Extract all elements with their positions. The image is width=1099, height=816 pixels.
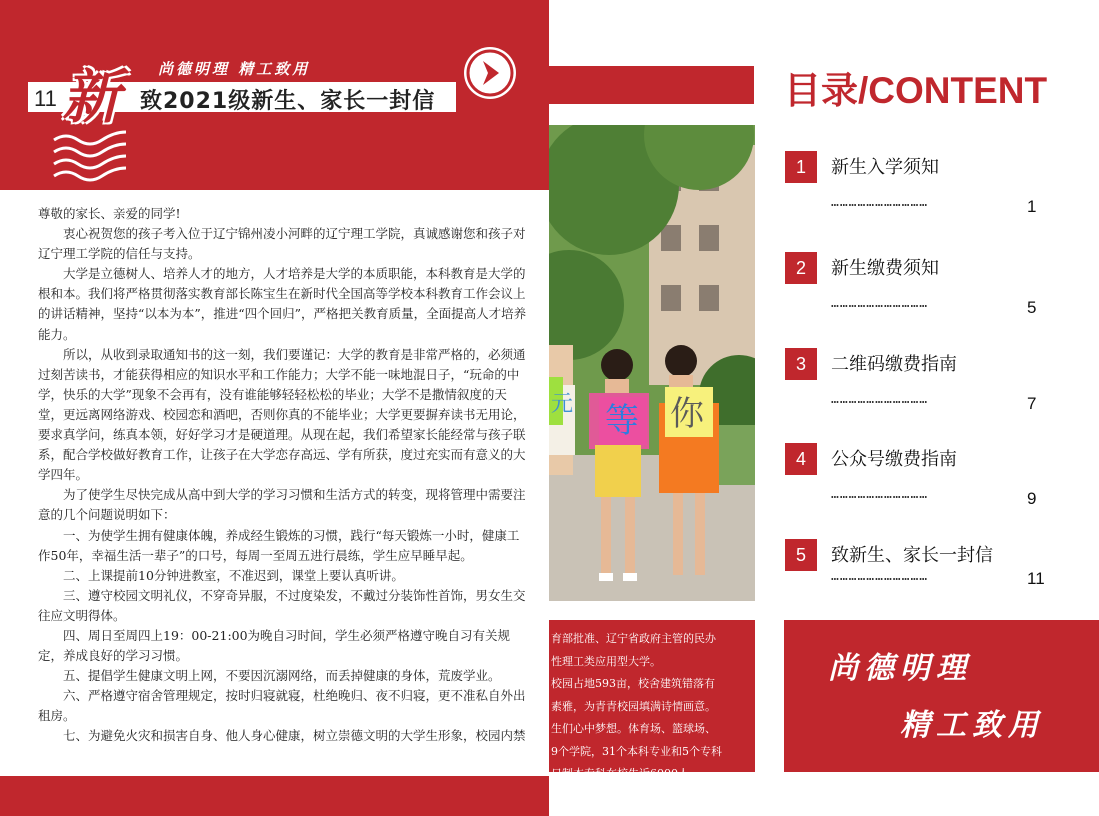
- students-photo: [549, 125, 755, 601]
- toc-leader: ……………………………: [831, 487, 929, 502]
- toc-label: 新生入学须知: [831, 157, 939, 178]
- toc-number: 3: [785, 348, 817, 380]
- toc-label: 致新生、家长一封信: [831, 545, 993, 566]
- sign-char: 等: [605, 401, 639, 441]
- letter-paragraph: 衷心祝贺您的孩子考入位于辽宁锦州凌小河畔的辽宁理工学院，真诚感谢您和孩子对辽宁理工学院的信任与支持。: [38, 226, 526, 262]
- toc-number: 2: [785, 252, 817, 284]
- intro-line: 校园占地593亩，校舍建筑错落有: [551, 677, 715, 690]
- sign-char: 元: [551, 392, 574, 417]
- letter-paragraph: 为了使学生尽快完成从高中到大学的学习习惯和生活方式的转变，现将管理中需要注意的几个问题说明如下：: [38, 487, 526, 523]
- intro-line: 日制本专科在校生近6000人。: [551, 767, 700, 780]
- toc-item-3[interactable]: [785, 348, 1085, 438]
- intro-text: [551, 628, 755, 786]
- page-number: 11: [34, 86, 57, 111]
- page-title: 致2021级新生、家长一封信: [140, 89, 436, 114]
- toc-page: 11: [1027, 569, 1045, 588]
- toc-title: 目录/CONTENT: [784, 70, 1048, 111]
- letter-paragraph: 大学是立德树人、培养人才的地方，人才培养是大学的本质职能，本科教育是大学的根和本。我们将严格贯彻落实教育部长陈宝生在新时代全国高等学校本科教育工作会议上的讲话精神，坚持“以本为本”，推进“四个回归”，严格把关教育质量，全面提高人才培养能力。: [38, 266, 527, 342]
- letter-paragraph: 二、上课提前10分钟进教室，不准迟到，课堂上要认真听讲。: [63, 567, 404, 583]
- toc-number: 4: [785, 443, 817, 475]
- toc-page: 1: [1027, 197, 1037, 216]
- intro-line: 性理工类应用型大学。: [551, 654, 661, 668]
- toc-page: 9: [1027, 489, 1037, 508]
- toc-number: 5: [785, 539, 817, 571]
- next-arrow-button[interactable]: [464, 47, 516, 99]
- toc-item-2[interactable]: [785, 252, 1085, 342]
- header-motto: 尚德明理 精工致用: [158, 60, 311, 78]
- toc-item-4[interactable]: [785, 443, 1085, 533]
- letter-paragraph: 一、为使学生拥有健康体魄，养成经生锻炼的习惯，践行“每天锻炼一小时，健康工作50年，幸福生活一辈子”的口号，每周一至周五进行晨练，学生应早睡早起。: [38, 527, 520, 563]
- chevron-right-icon: [464, 47, 516, 99]
- toc-leader: ……………………………: [831, 296, 929, 311]
- toc-label: 二维码缴费指南: [831, 354, 957, 375]
- intro-line: 9个学院，31个本科专业和5个专科: [551, 744, 722, 758]
- letter-paragraph: 六、严格遵守宿舍管理规定，按时归寝就寝，杜绝晚归、夜不归寝，更不准私自外出租房。: [38, 688, 526, 724]
- toc-number: 1: [785, 151, 817, 183]
- letter-paragraph: 所以，从收到录取通知书的这一刻，我们要谨记：大学的教育是非常严格的，必须通过刻苦读书，才能获得相应的知识水平和工作能力；大学不能一味地混日子，“玩命的中学，快乐的大学”现象不会再有，没有谁能够轻轻松松的毕业；大学不是撒情叙度的天堂，更远离网络游戏、校园恋和酒吧，否则你真的不能毕业；大学更要摒弃读书无用论，要求真学问，练真本领，好好学习才是硬道理。从现在起，我们希望家长能经常与孩子联系，配合学校做好教育工作，让孩子在大学恋存高远、学有所获，度过充实而有意义的大学四年。: [38, 346, 526, 483]
- middle-red-bar: [549, 66, 754, 104]
- toc-leader: ……………………………: [831, 195, 929, 210]
- sign-char: 你: [670, 394, 704, 434]
- motto-line-1: 尚德明理: [828, 651, 972, 686]
- toc-item-1[interactable]: [785, 151, 1085, 241]
- intro-line: 育部批准、辽宁省政府主管的民办: [551, 632, 716, 645]
- letter-paragraph: 四、周日至周四上19：00-21:00为晚自习时间，学生必须严格遵守晚自习有关规定，养成良好的学习习惯。: [38, 627, 511, 664]
- intro-line: 生们心中梦想。体育场、篮球场、: [551, 722, 716, 735]
- letter-salutation: 尊敬的家长、亲爱的同学!: [38, 206, 181, 221]
- photo-illustration: [549, 125, 755, 601]
- toc-page: 7: [1027, 394, 1037, 413]
- toc-item-5[interactable]: [785, 539, 1085, 599]
- letter-paragraph: 七、为避免火灾和损害自身、他人身心健康，树立崇德文明的大学生形象，校园内禁: [63, 728, 526, 744]
- toc-label: 新生缴费须知: [831, 258, 939, 279]
- decorative-character: 新: [62, 63, 121, 131]
- intro-line: 素雅，为青青校园填满诗情画意。: [551, 699, 716, 713]
- letter-paragraph: 五、提倡学生健康文明上网，不要因沉溺网络，而丢掉健康的身体，荒废学业。: [63, 668, 501, 684]
- wave-decoration-icon: [52, 120, 132, 182]
- toc-leader: ……………………………: [831, 392, 929, 407]
- toc-page: 5: [1027, 298, 1037, 317]
- letter-paragraph: 三、遵守校园文明礼仪，不穿奇异服，不过度染发，不戴过分装饰性首饰，男女生交往应文明得体。: [38, 587, 526, 623]
- toc-label: 公众号缴费指南: [831, 449, 957, 470]
- footer-banner: [0, 776, 549, 816]
- toc-leader: ……………………………: [831, 569, 929, 584]
- motto-line-2: 精工致用: [900, 708, 1044, 743]
- letter-body: [38, 204, 528, 747]
